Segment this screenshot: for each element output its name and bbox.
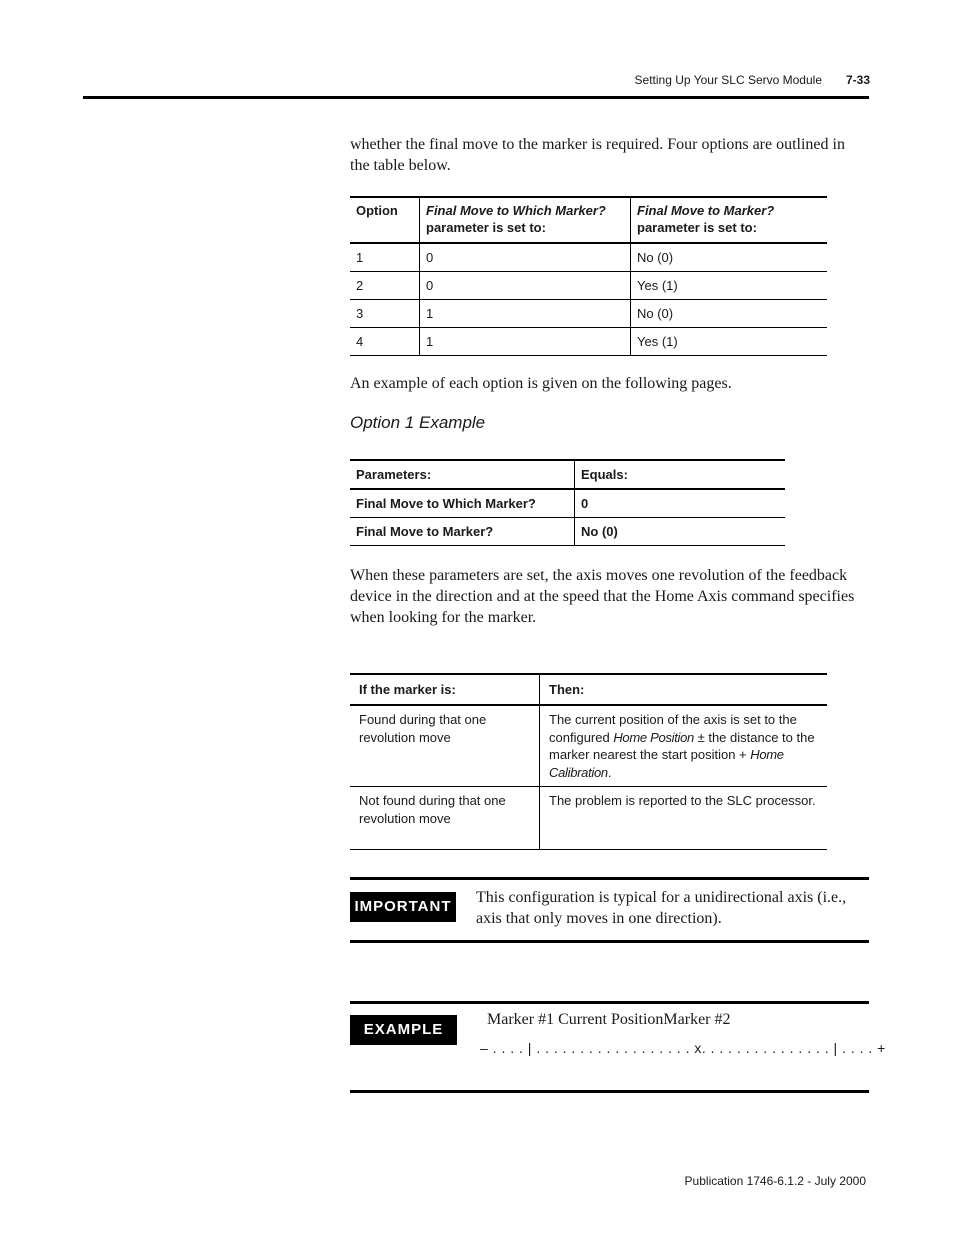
result-text: The current position of the axis is set to the configured xyxy=(549,712,797,745)
col-if-marker-header: If the marker is: xyxy=(350,674,540,705)
example-top-rule xyxy=(350,1001,869,1004)
table-row xyxy=(350,243,827,272)
example-bottom-rule xyxy=(350,1090,869,1093)
which-marker-param-suffix: parameter is set to: xyxy=(426,220,546,235)
important-bottom-rule xyxy=(350,940,869,943)
final-move-cell: Yes (1) xyxy=(631,328,828,356)
parameter-value-cell: No (0) xyxy=(575,518,786,546)
table-row xyxy=(350,489,785,518)
important-top-rule xyxy=(350,877,869,880)
final-move-param-name: Final Move to Marker? xyxy=(637,203,775,218)
marker-condition-cell: Found during that one revolution move xyxy=(350,705,540,787)
col-then-header: Then: xyxy=(540,674,828,705)
example-marker-labels: Marker #1 Current PositionMarker #2 xyxy=(487,1011,731,1028)
marker-table xyxy=(350,673,827,850)
which-marker-cell: 1 xyxy=(420,328,631,356)
table-row xyxy=(350,328,827,356)
body-paragraph: When these parameters are set, the axis moves one revolution of the feedback device in the direction and at the speed that the Home Axis command specifies when looking for the marker. xyxy=(350,567,855,626)
final-move-cell: Yes (1) xyxy=(631,272,828,300)
parameter-value-cell: 0 xyxy=(581,496,589,511)
final-move-param-suffix: parameter is set to: xyxy=(637,220,757,235)
option-cell: 4 xyxy=(350,328,420,356)
which-marker-cell: 0 xyxy=(420,243,631,272)
options-table-header xyxy=(350,197,827,243)
example-position-diagram: – . . . . | . . . . . . . . . . . . . . . . . . x. . . . . . . . . . . . . . . | . . . . + xyxy=(480,1040,886,1056)
important-label: IMPORTANT xyxy=(350,892,456,922)
example-intro: An example of each option is given on the following pages. xyxy=(350,375,732,392)
parameters-table-header xyxy=(350,460,785,489)
col-equals-header: Equals: xyxy=(575,460,786,489)
options-table xyxy=(350,196,827,356)
which-marker-param-name: Final Move to Which Marker? xyxy=(426,203,606,218)
table-row xyxy=(350,787,827,850)
publication-footer: Publication 1746-6.1.2 - July 2000 xyxy=(684,1174,866,1188)
col-option-header: Option xyxy=(350,197,420,243)
option-cell: 2 xyxy=(350,272,420,300)
marker-result-cell: The problem is reported to the SLC processor. xyxy=(540,787,828,850)
intro-paragraph: whether the final move to the marker is required. Four options are outlined in the table below. xyxy=(350,136,845,174)
important-text: This configuration is typical for a unidirectional axis (i.e., axis that only moves in one direction). xyxy=(476,889,847,927)
col-final-move-header xyxy=(631,197,828,243)
parameters-table xyxy=(350,459,785,546)
table-row xyxy=(350,272,827,300)
result-text: . xyxy=(607,764,612,780)
option-cell: 3 xyxy=(350,300,420,328)
table-row xyxy=(350,300,827,328)
home-calibration-term: Home Calibration xyxy=(549,747,784,780)
which-marker-cell: 0 xyxy=(420,272,631,300)
final-move-cell: No (0) xyxy=(631,300,828,328)
parameter-name-cell: Final Move to Which Marker? xyxy=(350,489,575,518)
example-label: EXAMPLE xyxy=(350,1015,457,1045)
table-row xyxy=(350,705,827,787)
page-number: 7-33 xyxy=(845,73,870,87)
marker-result-cell xyxy=(540,705,828,787)
running-header-title: Setting Up Your SLC Servo Module xyxy=(634,73,822,87)
col-which-marker-header xyxy=(420,197,631,243)
home-position-term: Home Position xyxy=(613,729,694,745)
result-text: ± the distance to the marker nearest the start position + xyxy=(549,729,815,762)
table-row xyxy=(350,518,785,546)
col-parameters-header: Parameters: xyxy=(350,460,575,489)
header-rule xyxy=(83,96,869,99)
option-cell: 1 xyxy=(350,243,420,272)
final-move-cell: No (0) xyxy=(637,250,674,265)
which-marker-cell: 1 xyxy=(420,300,631,328)
marker-table-header xyxy=(350,674,827,705)
option1-heading: Option 1 Example xyxy=(350,413,486,432)
marker-condition-cell: Not found during that one revolution move xyxy=(350,787,540,850)
parameter-name-cell: Final Move to Marker? xyxy=(350,518,575,546)
